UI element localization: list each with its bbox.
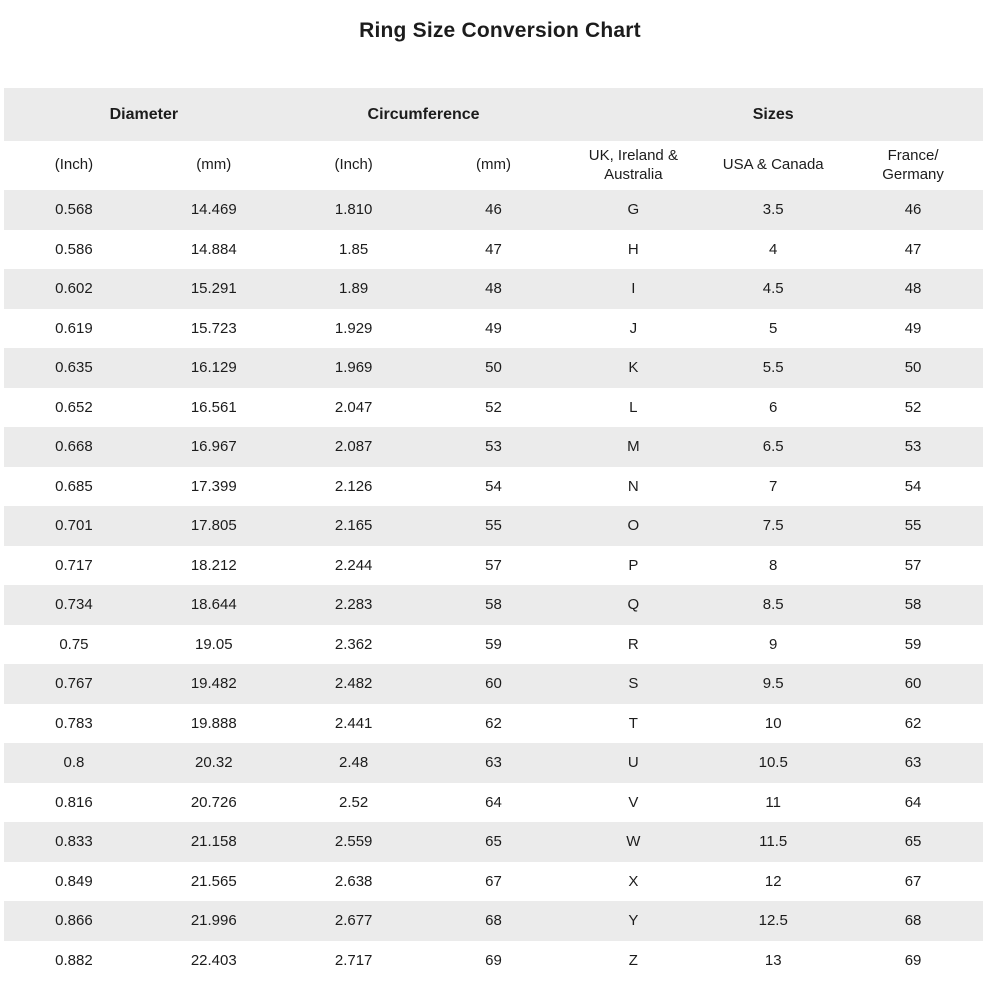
- table-cell: 11.5: [759, 833, 788, 851]
- table-column-header-row: [4, 141, 983, 190]
- table-cell: 46: [904, 201, 922, 219]
- table-row: [4, 467, 983, 507]
- table-cell: 69: [904, 951, 922, 969]
- table-cell: Q: [627, 596, 640, 614]
- table-cell: W: [626, 833, 641, 851]
- table-cell: 3.5: [762, 201, 784, 219]
- table-cell: 2.165: [334, 517, 373, 535]
- table-cell: 52: [485, 398, 502, 416]
- table-row: [4, 546, 983, 586]
- table-cell: 54: [904, 477, 922, 495]
- table-cell: 53: [485, 438, 502, 456]
- table-cell: U: [627, 754, 639, 772]
- table-cell: 2.638: [334, 872, 373, 890]
- table-cell: 16.561: [190, 398, 237, 416]
- table-cell: L: [629, 398, 638, 416]
- table-cell: 1.810: [334, 201, 373, 219]
- table-cell: 62: [904, 714, 922, 732]
- table-cell: 2.48: [339, 754, 369, 772]
- table-cell: 2.283: [334, 596, 373, 614]
- table-cell: 7: [769, 477, 778, 495]
- table-cell: 0.568: [55, 201, 93, 219]
- table-cell: 67: [485, 872, 502, 890]
- column-header-uk-ireland-australia: UK, Ireland & Australia: [588, 146, 678, 183]
- table-cell: 4: [769, 240, 778, 258]
- table-cell: 6: [769, 398, 778, 416]
- table-cell: 46: [485, 201, 502, 219]
- group-header-sizes: Sizes: [752, 105, 794, 123]
- table-cell: 54: [485, 477, 502, 495]
- table-cell: 2.087: [334, 438, 373, 456]
- table-cell: 0.767: [55, 675, 93, 693]
- table-cell: 2.717: [334, 951, 373, 969]
- table-cell: 18.212: [190, 556, 237, 574]
- table-cell: 0.734: [55, 596, 93, 614]
- table-cell: 49: [485, 319, 502, 337]
- table-cell: 0.849: [55, 872, 93, 890]
- table-row: [4, 783, 983, 823]
- table-cell: 65: [485, 833, 502, 851]
- table-cell: 2.126: [334, 477, 373, 495]
- table-cell: 0.866: [55, 912, 93, 930]
- table-cell: 0.685: [55, 477, 93, 495]
- column-header-circumference-inch: (Inch): [334, 156, 373, 174]
- table-cell: 2.441: [334, 714, 373, 732]
- table-cell: 64: [485, 793, 502, 811]
- table-cell: 0.783: [55, 714, 93, 732]
- table-cell: 13: [764, 951, 782, 969]
- table-cell: S: [628, 675, 639, 693]
- table-cell: 0.619: [55, 319, 93, 337]
- table-cell: J: [629, 319, 638, 337]
- table-cell: 9: [769, 635, 778, 653]
- table-cell: M: [627, 438, 640, 456]
- table-cell: R: [627, 635, 639, 653]
- page-title: Ring Size Conversion Chart: [359, 19, 641, 42]
- table-cell: 2.559: [334, 833, 373, 851]
- table-cell: 12: [764, 872, 782, 890]
- table-cell: 16.129: [190, 359, 237, 377]
- table-cell: X: [628, 872, 639, 890]
- table-cell: 49: [904, 319, 922, 337]
- table-cell: 53: [904, 438, 922, 456]
- table-row: [4, 743, 983, 783]
- table-cell: 0.586: [55, 240, 93, 258]
- table-row: [4, 664, 983, 704]
- table-cell: 68: [904, 912, 922, 930]
- table-cell: P: [628, 556, 639, 574]
- table-cell: 14.469: [190, 201, 237, 219]
- table-row: [4, 901, 983, 941]
- table-row: [4, 506, 983, 546]
- table-row: [4, 348, 983, 388]
- table-cell: 14.884: [190, 240, 237, 258]
- table-cell: 55: [904, 517, 922, 535]
- table-cell: Z: [628, 951, 638, 969]
- table-cell: 10.5: [758, 754, 788, 772]
- table-cell: 59: [904, 635, 922, 653]
- table-cell: 0.635: [55, 359, 93, 377]
- table-row: [4, 625, 983, 665]
- table-cell: 0.816: [55, 793, 93, 811]
- group-header-circumference: Circumference: [367, 105, 480, 123]
- table-cell: V: [628, 793, 639, 811]
- table-cell: 63: [904, 754, 922, 772]
- ring-size-table: [4, 88, 983, 980]
- table-cell: 47: [904, 240, 922, 258]
- table-cell: 15.291: [190, 280, 237, 298]
- table-row: [4, 190, 983, 230]
- table-cell: 52: [904, 398, 922, 416]
- column-header-france-germany: France/ Germany: [882, 146, 944, 183]
- table-row: [4, 822, 983, 862]
- table-cell: 7.5: [762, 517, 784, 535]
- column-header-circumference-mm: (mm): [476, 156, 511, 174]
- table-cell: 5: [769, 319, 778, 337]
- table-cell: 17.399: [190, 477, 237, 495]
- table-cell: 69: [485, 951, 502, 969]
- column-header-diameter-inch: (Inch): [54, 156, 94, 174]
- table-cell: 0.8: [63, 754, 85, 772]
- table-cell: 19.888: [190, 714, 237, 732]
- table-cell: 48: [904, 280, 922, 298]
- table-cell: 2.677: [334, 912, 373, 930]
- table-cell: 63: [485, 754, 502, 772]
- table-cell: 60: [904, 675, 922, 693]
- table-cell: G: [627, 201, 640, 219]
- table-cell: 0.717: [55, 556, 93, 574]
- table-cell: T: [628, 714, 638, 732]
- table-row: [4, 309, 983, 349]
- table-row: [4, 269, 983, 309]
- table-cell: N: [627, 477, 639, 495]
- table-cell: 0.833: [55, 833, 93, 851]
- table-cell: 10: [764, 714, 782, 732]
- table-cell: 1.85: [339, 240, 369, 258]
- table-cell: 17.805: [190, 517, 237, 535]
- table-cell: K: [628, 359, 639, 377]
- table-cell: 1.929: [334, 319, 373, 337]
- table-cell: 19.05: [195, 635, 233, 653]
- table-cell: 1.89: [339, 280, 369, 298]
- table-cell: 0.668: [55, 438, 93, 456]
- table-cell: 50: [485, 359, 502, 377]
- table-cell: 15.723: [190, 319, 237, 337]
- table-row: [4, 585, 983, 625]
- table-cell: H: [627, 240, 639, 258]
- table-cell: 2.362: [334, 635, 373, 653]
- table-cell: 20.726: [190, 793, 237, 811]
- table-cell: 2.482: [334, 675, 373, 693]
- table-cell: 64: [904, 793, 922, 811]
- table-cell: 6.5: [762, 438, 784, 456]
- table-cell: 21.565: [190, 872, 237, 890]
- table-cell: 60: [485, 675, 502, 693]
- column-header-diameter-mm: (mm): [196, 156, 232, 174]
- table-cell: 65: [904, 833, 922, 851]
- table-cell: 50: [904, 359, 922, 377]
- table-cell: 0.602: [55, 280, 93, 298]
- table-cell: 22.403: [190, 951, 237, 969]
- table-cell: 19.482: [190, 675, 237, 693]
- table-cell: 4.5: [762, 280, 784, 298]
- column-header-usa-canada: USA & Canada: [722, 156, 824, 174]
- table-cell: 48: [485, 280, 502, 298]
- table-cell: 47: [485, 240, 502, 258]
- table-cell: Y: [628, 912, 639, 930]
- table-cell: 2.52: [339, 793, 369, 811]
- table-cell: 62: [485, 714, 502, 732]
- table-cell: 57: [904, 556, 922, 574]
- table-cell: 12.5: [758, 912, 788, 930]
- table-body: [4, 190, 983, 980]
- table-cell: 21.996: [190, 912, 237, 930]
- table-cell: 21.158: [190, 833, 237, 851]
- table-cell: 68: [485, 912, 502, 930]
- table-cell: 8: [769, 556, 778, 574]
- table-cell: 0.882: [55, 951, 93, 969]
- table-cell: 20.32: [195, 754, 233, 772]
- table-cell: 11: [765, 793, 781, 811]
- table-row: [4, 704, 983, 744]
- table-cell: 58: [485, 596, 502, 614]
- table-row: [4, 941, 983, 981]
- table-cell: 57: [485, 556, 502, 574]
- group-header-diameter: Diameter: [109, 105, 179, 123]
- table-cell: 2.244: [334, 556, 373, 574]
- table-cell: 9.5: [762, 675, 784, 693]
- table-cell: 0.652: [55, 398, 93, 416]
- table-cell: O: [627, 517, 640, 535]
- table-cell: I: [631, 280, 636, 298]
- table-cell: 0.701: [55, 517, 93, 535]
- table-cell: 0.75: [59, 635, 89, 653]
- table-cell: 67: [904, 872, 922, 890]
- table-cell: 58: [904, 596, 922, 614]
- table-cell: 5.5: [762, 359, 784, 377]
- table-group-header-row: [4, 88, 983, 141]
- table-cell: 55: [485, 517, 502, 535]
- table-cell: 1.969: [334, 359, 373, 377]
- table-cell: 59: [485, 635, 502, 653]
- table-row: [4, 427, 983, 467]
- table-cell: 2.047: [334, 398, 373, 416]
- table-cell: 18.644: [190, 596, 237, 614]
- table-cell: 8.5: [762, 596, 784, 614]
- table-row: [4, 388, 983, 428]
- table-row: [4, 862, 983, 902]
- table-cell: 16.967: [190, 438, 237, 456]
- table-row: [4, 230, 983, 270]
